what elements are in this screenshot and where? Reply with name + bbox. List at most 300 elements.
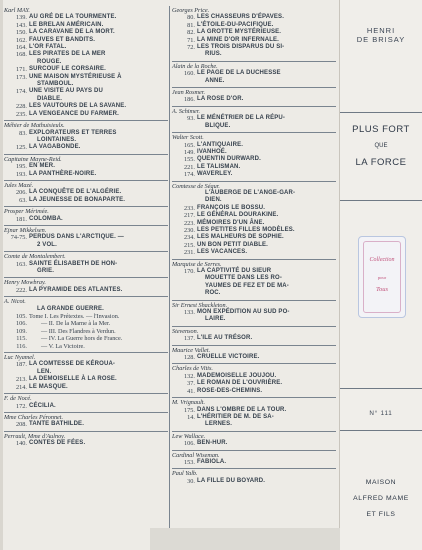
spine-rule-top: [340, 112, 422, 113]
author-name: Stevenson.: [172, 327, 199, 335]
book-entry: [4, 14, 168, 21]
book-entry: [4, 22, 168, 29]
book-title: LA COMTESSE DE KÉROUA-: [29, 361, 116, 368]
book-entry: [172, 354, 336, 361]
book-entry: [4, 261, 168, 268]
book-number: 153.: [183, 458, 195, 466]
author-name: Alain de la Roche.: [172, 62, 218, 70]
book-number: [4, 268, 27, 275]
book-entry: [172, 421, 336, 428]
book-title: L'HÉRITIER DE M. DE SA-: [197, 413, 274, 420]
book-entry: [172, 29, 336, 36]
book-entry: [4, 81, 168, 88]
author-section: [4, 226, 168, 252]
book-entry: [172, 234, 336, 241]
catalogue-middle-column: [172, 6, 336, 487]
book-entry: [172, 227, 336, 234]
book-entry: [172, 171, 336, 178]
author-section: [172, 6, 336, 62]
book-number: 164.: [15, 44, 27, 52]
book-title: BEN-HUR.: [197, 440, 228, 447]
book-number: [4, 369, 27, 376]
book-title: L'ÉTOILE-DU-PACIFIQUE.: [197, 21, 274, 28]
book-entry: [172, 478, 336, 485]
book-entry: [172, 96, 336, 103]
book-entry: [4, 268, 168, 275]
book-entry: [4, 328, 168, 335]
book-number: 140.: [15, 440, 27, 448]
book-title: EXPLORATEURS ET TERRES: [29, 129, 117, 136]
book-number: 63.: [19, 196, 27, 204]
book-title: FAUVES ET BANDITS.: [29, 36, 96, 43]
book-title: LEN.: [37, 368, 52, 375]
book-title: FABIOLA.: [197, 458, 227, 465]
book-number: 193.: [15, 170, 27, 178]
book-title: LE TALISMAN.: [197, 163, 241, 170]
book-number: 233.: [183, 204, 195, 212]
book-title: DIEN.: [205, 197, 222, 204]
book-number: [4, 242, 27, 249]
book-number: 221.: [183, 163, 195, 171]
book-entry: [172, 290, 336, 297]
author-name: Ejnar Mikkelsen.: [4, 226, 47, 234]
book-title: LES CHASSEURS D'ÉPAVES.: [197, 14, 285, 21]
book-number: [4, 137, 27, 144]
book-title: LA GROTTE MYSTÉRIEUSE.: [197, 29, 282, 36]
book-title: QUENTIN DURWARD.: [197, 156, 261, 163]
badge-line1: Collection: [369, 257, 395, 263]
book-entry: [172, 123, 336, 130]
book-number: 143.: [15, 21, 27, 29]
author-section: [172, 133, 336, 181]
author-name: Prosper Mérimée.: [4, 208, 49, 216]
author-section: [4, 353, 168, 394]
author-name: Méhier de Mathuisieulx.: [4, 122, 65, 130]
publisher-line2: ALFRED MAME: [353, 495, 409, 502]
book-number: [172, 51, 195, 58]
book-number: 231.: [183, 249, 195, 257]
book-entry: [172, 414, 336, 421]
author-name: M. Vrignault.: [172, 399, 206, 407]
book-entry: [172, 212, 336, 219]
book-title: LA VENGEANCE DU FARMER.: [29, 110, 119, 117]
book-number: [4, 81, 27, 88]
book-entry: [4, 234, 168, 241]
book-number: 173.: [15, 73, 27, 81]
book-entry: [172, 44, 336, 51]
book-entry: [4, 242, 168, 249]
book-entry: [172, 459, 336, 466]
book-title: LA CONQUÊTE DE L'ALGÉRIE.: [29, 189, 122, 196]
book-number: 71.: [187, 36, 195, 44]
author-name: Comtesse de Ségur.: [172, 182, 220, 190]
book-entry: [172, 149, 336, 156]
book-title: CÉCILIA.: [29, 402, 56, 409]
book-number: 82.: [187, 29, 195, 37]
book-entry: [172, 249, 336, 256]
column-divider: [169, 6, 170, 534]
book-number: 213.: [15, 376, 27, 384]
cover-edge: [0, 0, 3, 550]
author-section: [4, 278, 168, 297]
book-number: 106.: [183, 440, 195, 448]
book-number: [4, 96, 27, 103]
author-name: A. Schimer.: [172, 107, 201, 115]
book-title: — III. Des Flandres à Verdun.: [41, 327, 116, 335]
book-entry: [172, 14, 336, 21]
author-section: [172, 327, 336, 346]
book-title: LA JEUNESSE DE BONAPARTE.: [29, 196, 126, 203]
book-number: 187.: [15, 361, 27, 369]
book-title: LE PAGE DE LA DUCHESSE: [197, 70, 281, 77]
author-section: [4, 297, 168, 353]
book-title: MADEMOISELLE JOUJOU.: [197, 372, 277, 379]
publisher-line1: MAISON: [365, 479, 397, 486]
book-title: PERDUS DANS L'ARCTIQUE. —: [29, 234, 124, 241]
book-title: FRANÇOIS LE BOSSU.: [197, 204, 266, 211]
book-number: [172, 197, 195, 204]
book-number: 174.: [183, 171, 195, 179]
book-title: 2 VOL.: [37, 241, 57, 248]
book-number: [172, 78, 195, 85]
book-title: SAINTE ÉLISABETH DE HON-: [29, 260, 118, 267]
book-title: DANS L'OMBRE DE LA TOUR.: [197, 406, 287, 413]
book-number: 181.: [15, 215, 27, 223]
book-entry: [172, 220, 336, 227]
book-entry: [172, 51, 336, 58]
book-number: 228.: [15, 103, 27, 111]
book-number: 170.: [183, 268, 195, 275]
book-title: CRUELLE VICTOIRE.: [197, 354, 260, 361]
book-title: LE BRELAN AMÉRICAIN.: [29, 21, 104, 28]
book-entry: [4, 137, 168, 144]
book-title: MÉMOIRES D'UN ÂNE.: [197, 219, 265, 226]
book-entry: [4, 403, 168, 410]
book-title: ANNE.: [205, 77, 225, 84]
book-title: GRIE.: [37, 268, 55, 274]
author-name: Marquise de Serres.: [172, 260, 222, 268]
author-section: [172, 346, 336, 365]
book-number: 139.: [15, 14, 27, 22]
book-title: LA VAGABONDE.: [29, 144, 81, 151]
author-name: A. Nicot.: [4, 298, 26, 306]
book-number: 172.: [15, 402, 27, 410]
spine-title-line2: QUE: [374, 143, 388, 149]
author-section: [172, 182, 336, 260]
book-title: ROUGE.: [37, 58, 62, 65]
book-title: LA PANTHÈRE-NOIRE.: [29, 170, 97, 177]
book-number: 105.: [15, 313, 27, 321]
book-entry: [172, 283, 336, 290]
book-number: 230.: [183, 226, 195, 234]
book-number: 168.: [15, 51, 27, 59]
spine-rule-middle: [340, 200, 422, 201]
book-entry: [172, 37, 336, 44]
book-number: [172, 316, 195, 323]
book-entry: [4, 51, 168, 58]
badge-line3: Tous: [375, 286, 389, 293]
author-section: [172, 451, 336, 470]
book-title: CONTES DE FÉES.: [29, 440, 86, 447]
book-entry: [172, 78, 336, 85]
book-entry: [172, 70, 336, 77]
book-title: SURCOUF LE CORSAIRE.: [29, 66, 107, 73]
book-title: DIABLE.: [37, 95, 63, 102]
book-entry: [4, 171, 168, 178]
book-number: 80.: [187, 14, 195, 22]
author-name: Maurice Vallet.: [172, 346, 211, 354]
book-number: 93.: [187, 115, 195, 123]
book-title: UNE MAISON MYSTÉRIEUSE À: [29, 73, 122, 80]
book-entry: [4, 306, 168, 313]
book-title: LE MASQUE.: [29, 383, 68, 390]
author-name: Paul Yalb.: [172, 470, 198, 478]
book-title: L'ILE AU TRÉSOR.: [197, 335, 253, 342]
book-entry: [172, 407, 336, 414]
book-number: 83.: [19, 129, 27, 137]
book-number: 115.: [16, 335, 27, 343]
book-number: 163.: [15, 260, 27, 268]
author-section: [4, 432, 168, 450]
book-entry: [172, 309, 336, 316]
book-entry: [4, 361, 168, 368]
book-number: 222.: [15, 286, 27, 294]
book-number: 106.: [15, 320, 27, 328]
spine-rule-lower: [340, 388, 422, 389]
book-entry: [4, 66, 168, 73]
author-name: Jean Rosmer.: [172, 89, 205, 97]
book-title: LE GÉNÉRAL DOURAKINE.: [197, 212, 279, 219]
catalogue-left-column: [4, 6, 168, 450]
author-name: Comte de Montalembert.: [4, 253, 66, 261]
book-title: LOINTAINES.: [37, 136, 77, 143]
book-number: 137.: [183, 335, 195, 343]
book-title: LA FILLE DU BOYARD.: [197, 477, 266, 484]
book-entry: [4, 343, 168, 350]
book-number: [172, 283, 195, 290]
book-title: TANTE BATHILDE.: [29, 421, 85, 428]
book-title: UNE VISITE AU PAYS DU: [29, 88, 103, 95]
book-entry: [4, 197, 168, 204]
author-name: Capitaine Mayne-Reid.: [4, 155, 62, 163]
book-title: RIUS.: [205, 51, 222, 58]
book-number: 206.: [15, 189, 27, 197]
author-section: [4, 6, 168, 121]
author-section: [4, 207, 168, 226]
publisher-line3: ET FILS: [366, 511, 396, 518]
book-entry: [172, 275, 336, 282]
book-entry: [172, 156, 336, 163]
volume-number: N° 111: [369, 410, 393, 417]
book-entry: [4, 44, 168, 51]
book-title: STAMBOUL.: [37, 81, 74, 88]
author-name: Charles de Vitis.: [172, 365, 213, 373]
author-name: Karl MAY.: [4, 7, 30, 14]
book-title: LA PYRAMIDE DES ATLANTES.: [29, 286, 123, 293]
book-title: LE MÉNÉTRIER DE LA RÉPU-: [197, 115, 286, 122]
book-title: L'ANTIQUAIRE.: [197, 141, 244, 148]
book-number: 162.: [15, 36, 27, 44]
book-entry: [4, 320, 168, 327]
book-number: 208.: [15, 421, 27, 429]
spine-author: [340, 26, 422, 44]
book-title: LES PIRATES DE LA MER: [29, 51, 106, 58]
book-title: UN BON PETIT DIABLE.: [197, 241, 269, 248]
author-name: Cardinal Wiseman.: [172, 451, 220, 459]
book-entry: [172, 142, 336, 149]
book-entry: [4, 144, 168, 151]
book-number: [172, 190, 195, 197]
book-title: LES PETITES FILLES MODÈLES.: [197, 226, 295, 233]
book-entry: [4, 313, 168, 320]
book-entry: [4, 384, 168, 391]
book-entry: [4, 421, 168, 428]
book-number: 72.: [187, 44, 195, 52]
book-entry: [4, 216, 168, 223]
book-number: 128.: [183, 354, 195, 362]
book-number: [4, 59, 27, 66]
author-section: [4, 413, 168, 432]
book-entry: [172, 197, 336, 204]
book-entry: [4, 130, 168, 137]
book-number: 217.: [183, 212, 195, 220]
book-title: BLIQUE.: [205, 122, 231, 129]
book-entry: [4, 74, 168, 81]
author-name: Luc Nyamel.: [4, 354, 36, 362]
collection-badge: [358, 236, 406, 318]
book-title: MON EXPÉDITION AU SUD PO-: [197, 309, 290, 316]
spine-author-line1: HENRI: [366, 26, 396, 35]
book-title: AU GRÉ DE LA TOURMENTE.: [29, 14, 117, 21]
book-number: 37.: [187, 380, 195, 388]
book-number: 186.: [183, 96, 195, 104]
spine-title-line3: LA FORCE: [355, 157, 407, 168]
book-entry: [172, 388, 336, 395]
book-entry: [4, 335, 168, 342]
book-number: 165.: [183, 141, 195, 149]
author-section: [172, 62, 336, 88]
book-title: LA ROSE D'OR.: [197, 96, 244, 103]
spine-author-line2: DE BRISAY: [356, 35, 406, 44]
torn-cover-area: [150, 528, 340, 550]
book-title: LA DEMOISELLE À LA ROSE.: [29, 376, 117, 383]
book-entry: [172, 242, 336, 249]
book-number: 214.: [15, 383, 27, 391]
book-entry: [172, 316, 336, 323]
book-entry: [4, 376, 168, 383]
book-entry: [172, 440, 336, 447]
book-number: 174.: [15, 88, 27, 96]
author-name: F. de Nocé.: [4, 395, 32, 403]
author-name: Lew Wallace.: [172, 432, 206, 440]
book-number: 125.: [15, 144, 27, 152]
book-entry: [4, 29, 168, 36]
book-entry: [172, 268, 336, 275]
author-section: [172, 469, 336, 487]
book-title: LERNES.: [205, 421, 233, 428]
author-name: Walter Scott.: [172, 134, 204, 142]
author-section: [4, 121, 168, 155]
book-title: ROSE-DES-CHEMINS.: [197, 387, 263, 394]
book-title: EN MER.: [29, 163, 56, 170]
book-entry: [172, 335, 336, 342]
book-number: 171.: [15, 66, 27, 74]
book-title: L'AUBERGE DE L'ANGE-GAR-: [205, 189, 296, 196]
book-number: 116.: [16, 342, 27, 350]
author-section: [172, 88, 336, 107]
book-number: 195.: [15, 163, 27, 171]
book-number: 74-75.: [10, 234, 27, 242]
author-section: [4, 252, 168, 278]
book-number: 215.: [183, 241, 195, 249]
book-number: [4, 306, 27, 313]
book-title: LA GRANDE GUERRE.: [37, 305, 104, 312]
book-entry: [4, 88, 168, 95]
book-title: LES MALHEURS DE SOPHIE.: [197, 234, 284, 241]
book-number: [172, 123, 195, 130]
book-number: [172, 275, 195, 282]
author-section: [4, 394, 168, 413]
book-title: IVANHOÉ.: [197, 148, 227, 155]
book-title: LES TROIS DISPARUS DU SI-: [197, 44, 285, 51]
book-title: LE ROMAN DE L'OUVRIÈRE.: [197, 380, 283, 387]
book-number: 109.: [15, 327, 27, 335]
book-title: WAVERLEY.: [197, 171, 233, 178]
book-title: ROC.: [205, 290, 221, 297]
author-section: [172, 364, 336, 398]
author-section: [172, 432, 336, 451]
book-number: 81.: [187, 21, 195, 29]
author-name: Georges Price.: [172, 7, 210, 14]
book-title: — IV. La Guerre hors de France.: [41, 335, 123, 343]
book-title: LES VACANCES.: [197, 249, 248, 256]
book-entry: [4, 189, 168, 196]
book-number: 223.: [183, 219, 195, 227]
author-section: [172, 398, 336, 432]
book-number: [172, 290, 195, 297]
book-title: LA CARAVANE DE LA MORT.: [29, 29, 115, 36]
book-number: 175.: [183, 406, 195, 414]
book-title: L'OR FATAL.: [29, 44, 67, 51]
book-title: Tome I. Les Prétextes. — l'Invasion.: [29, 313, 120, 321]
book-entry: [4, 440, 168, 447]
author-section: [4, 181, 168, 207]
book-entry: [4, 287, 168, 294]
book-number: 155.: [183, 156, 195, 164]
author-section: [172, 260, 336, 301]
author-section: [4, 155, 168, 181]
author-name: Perrault, Mme d'Aulnoy.: [4, 432, 66, 440]
book-title: LES VAUTOURS DE LA SAVANE.: [29, 103, 127, 110]
book-entry: [4, 111, 168, 118]
book-title: MOUETTE DANS LES RO-: [205, 275, 283, 282]
book-title: LAIRE.: [205, 316, 226, 323]
book-title: — V. La Victoire.: [41, 342, 85, 350]
book-number: [172, 421, 195, 428]
author-section: [172, 107, 336, 133]
book-entry: [172, 115, 336, 122]
book-number: 150.: [15, 29, 27, 37]
book-entry: [4, 59, 168, 66]
spine-title-line1: PLUS FORT: [352, 124, 410, 135]
book-title: COLOMBA.: [29, 215, 63, 222]
book-entry: [172, 380, 336, 387]
author-section: [172, 301, 336, 327]
book-number: 133.: [183, 309, 195, 317]
book-number: 149.: [183, 148, 195, 156]
book-number: 132.: [183, 372, 195, 380]
author-name: Jules Mazé.: [4, 181, 34, 189]
